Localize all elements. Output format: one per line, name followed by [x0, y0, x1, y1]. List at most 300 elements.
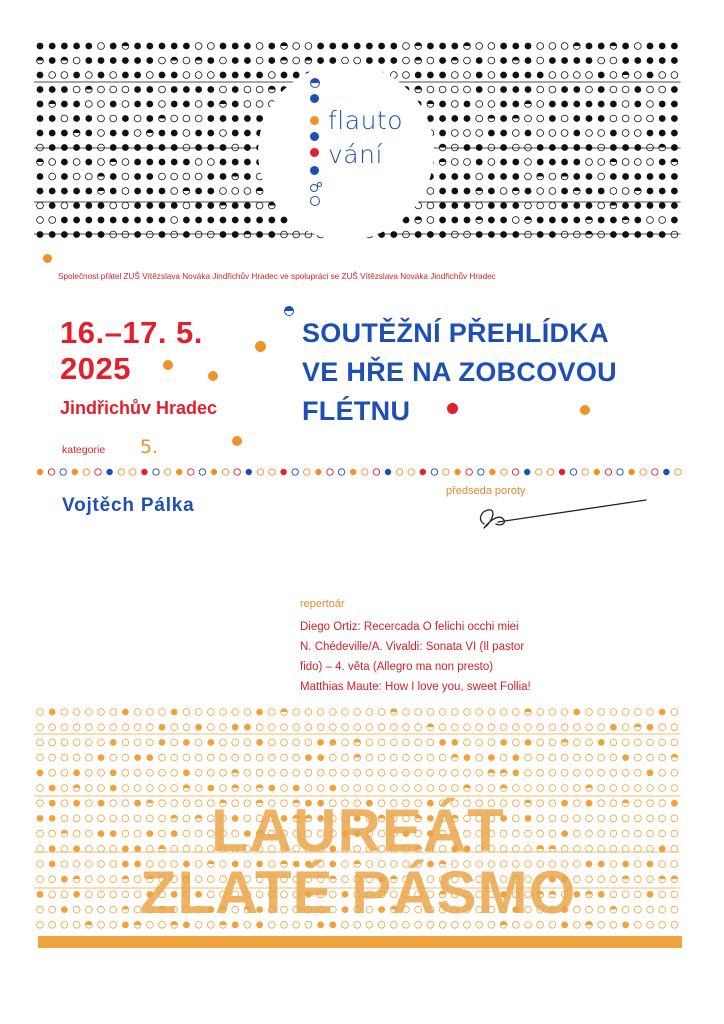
- pattern-dot: [195, 86, 202, 93]
- pattern-dot: [512, 115, 519, 122]
- pattern-dot: [525, 43, 532, 50]
- pattern-dot: [146, 785, 153, 792]
- pattern-dot: [561, 43, 568, 50]
- divider-dot: [524, 469, 530, 475]
- pattern-dot: [598, 43, 605, 50]
- pattern-dot: [537, 739, 544, 746]
- pattern-dot: [427, 769, 434, 776]
- pattern-dot: [354, 754, 361, 761]
- pattern-dot: [390, 754, 397, 761]
- pattern-dot: [171, 754, 178, 761]
- pattern-dot: [183, 739, 190, 746]
- pattern-dot: [451, 202, 458, 209]
- divider-dot: [396, 469, 402, 475]
- pattern-dot: [622, 769, 629, 776]
- pattern-dot: [427, 739, 434, 746]
- pattern-dot: [329, 754, 336, 761]
- repertoire-item: N. Chédeville/A. Vivaldi: Sonata VI (Il pastor: [300, 641, 525, 653]
- pattern-dot: [134, 159, 141, 166]
- pattern-dot: [159, 57, 166, 64]
- pattern-dot: [561, 144, 568, 151]
- divider-dot: [72, 469, 78, 475]
- pattern-dot: [73, 754, 80, 761]
- pattern-dot: [610, 57, 617, 64]
- pattern-dot: [622, 43, 629, 50]
- pattern-dot: [439, 86, 446, 93]
- divider-dot: [269, 469, 275, 475]
- pattern-dot: [610, 86, 617, 93]
- pattern-dot: [610, 43, 617, 50]
- pattern-dot: [73, 130, 80, 137]
- pattern-dot: [317, 769, 324, 776]
- pattern-dot: [390, 769, 397, 776]
- pattern-dot: [610, 144, 617, 151]
- pattern-dot: [220, 739, 227, 746]
- pattern-dot: [98, 785, 105, 792]
- pattern-dot: [525, 739, 532, 746]
- pattern-dot: [98, 43, 105, 50]
- pattern-dot: [207, 754, 214, 761]
- pattern-dot: [134, 43, 141, 50]
- pattern-dot: [73, 785, 80, 792]
- divider-dot: [106, 469, 112, 475]
- pattern-dot: [73, 101, 80, 108]
- pattern-dot: [549, 769, 556, 776]
- pattern-dot: [586, 115, 593, 122]
- pattern-dot: [183, 724, 190, 731]
- pattern-dot: [73, 159, 80, 166]
- pattern-dot: [549, 173, 556, 180]
- pattern-dot: [561, 101, 568, 108]
- pattern-dot: [183, 217, 190, 224]
- pattern-dot: [281, 754, 288, 761]
- pattern-dot: [610, 159, 617, 166]
- pattern-dot: [122, 202, 129, 209]
- pattern-dot: [98, 188, 105, 195]
- pattern-dot: [183, 159, 190, 166]
- pattern-dot: [159, 101, 166, 108]
- pattern-dot: [415, 72, 422, 79]
- logo-dot: [310, 132, 319, 141]
- pattern-dot: [488, 188, 495, 195]
- pattern-dot: [647, 202, 654, 209]
- pattern-dot: [403, 43, 410, 50]
- pattern-dot: [537, 101, 544, 108]
- pattern-dot: [232, 115, 239, 122]
- pattern-dot: [256, 72, 263, 79]
- pattern-dot: [61, 709, 68, 716]
- pattern-dot: [598, 130, 605, 137]
- divider-dot: [478, 469, 484, 475]
- pattern-dot: [573, 115, 580, 122]
- divider-dot: [211, 469, 217, 475]
- repertoire-item: Diego Ortiz: Recercada O felichi occhi miei: [300, 621, 519, 633]
- pattern-dot: [293, 43, 300, 50]
- pattern-dot: [549, 115, 556, 122]
- pattern-dot: [134, 231, 141, 238]
- pattern-dot: [159, 231, 166, 238]
- pattern-dot: [256, 86, 263, 93]
- pattern-dot: [49, 144, 56, 151]
- divider-dot: [48, 469, 54, 475]
- pattern-dot: [439, 101, 446, 108]
- pattern-dot: [598, 188, 605, 195]
- pattern-dot: [427, 231, 434, 238]
- pattern-dot: [622, 739, 629, 746]
- pattern-dot: [146, 739, 153, 746]
- pattern-dot: [244, 101, 251, 108]
- pattern-dot: [268, 739, 275, 746]
- pattern-dot: [49, 202, 56, 209]
- pattern-dot: [171, 188, 178, 195]
- pattern-dot: [573, 754, 580, 761]
- pattern-dot: [207, 86, 214, 93]
- pattern-dot: [244, 202, 251, 209]
- pattern-dot: [37, 159, 44, 166]
- pattern-dot: [342, 785, 349, 792]
- pattern-dot: [512, 785, 519, 792]
- pattern-dot: [439, 57, 446, 64]
- pattern-dot: [171, 202, 178, 209]
- pattern-dot: [268, 231, 275, 238]
- pattern-dot: [598, 724, 605, 731]
- pattern-dot: [634, 144, 641, 151]
- pattern-dot: [73, 57, 80, 64]
- pattern-dot: [634, 101, 641, 108]
- pattern-dot: [525, 188, 532, 195]
- pattern-dot: [464, 159, 471, 166]
- pattern-dot: [549, 188, 556, 195]
- pattern-dot: [561, 217, 568, 224]
- pattern-dot: [512, 231, 519, 238]
- pattern-dot: [476, 43, 483, 50]
- pattern-dot: [134, 724, 141, 731]
- pattern-dot: [451, 709, 458, 716]
- pattern-dot: [171, 43, 178, 50]
- pattern-dot: [329, 785, 336, 792]
- pattern-dot: [427, 86, 434, 93]
- pattern-dot: [647, 231, 654, 238]
- dotted-divider: [36, 466, 684, 478]
- divider-dot: [420, 469, 426, 475]
- pattern-dot: [500, 72, 507, 79]
- pattern-dot: [647, 724, 654, 731]
- pattern-dot: [439, 202, 446, 209]
- pattern-dot: [500, 202, 507, 209]
- pattern-dot: [415, 217, 422, 224]
- divider-dot: [652, 469, 658, 475]
- pattern-dot: [500, 785, 507, 792]
- pattern-dot: [464, 217, 471, 224]
- pattern-dot: [73, 43, 80, 50]
- pattern-dot: [634, 785, 641, 792]
- pattern-dot: [232, 754, 239, 761]
- pattern-dot: [390, 724, 397, 731]
- divider-dot: [489, 469, 495, 475]
- divider-dot: [292, 469, 298, 475]
- pattern-dot: [122, 217, 129, 224]
- pattern-dot: [427, 188, 434, 195]
- pattern-dot: [195, 709, 202, 716]
- pattern-dot: [134, 785, 141, 792]
- pattern-dot: [37, 202, 44, 209]
- pattern-dot: [244, 43, 251, 50]
- pattern-dot: [586, 231, 593, 238]
- pattern-dot: [586, 101, 593, 108]
- pattern-dot: [378, 769, 385, 776]
- pattern-dot: [451, 115, 458, 122]
- pattern-dot: [85, 188, 92, 195]
- pattern-dot: [146, 754, 153, 761]
- pattern-dot: [427, 709, 434, 716]
- pattern-dot: [73, 217, 80, 224]
- pattern-dot: [451, 754, 458, 761]
- pattern-dot: [232, 86, 239, 93]
- divider-dot: [466, 469, 472, 475]
- pattern-dot: [573, 144, 580, 151]
- pattern-dot: [61, 57, 68, 64]
- pattern-dot: [403, 724, 410, 731]
- pattern-dot: [85, 754, 92, 761]
- pattern-dot: [220, 101, 227, 108]
- pattern-dot: [671, 101, 678, 108]
- pattern-dot: [586, 724, 593, 731]
- pattern-dot: [244, 130, 251, 137]
- divider-dot: [350, 469, 356, 475]
- pattern-dot: [647, 115, 654, 122]
- pattern-dot: [329, 724, 336, 731]
- pattern-dot: [659, 217, 666, 224]
- pattern-dot: [98, 217, 105, 224]
- pattern-dot: [110, 709, 117, 716]
- divider-dot: [246, 469, 252, 475]
- pattern-dot: [647, 709, 654, 716]
- pattern-dot: [134, 202, 141, 209]
- pattern-dot: [610, 202, 617, 209]
- pattern-dot: [586, 144, 593, 151]
- pattern-dot: [488, 173, 495, 180]
- pattern-dot: [439, 144, 446, 151]
- pattern-dot: [317, 739, 324, 746]
- divider-dot: [373, 469, 379, 475]
- repertoire-heading: repertoár: [300, 598, 345, 610]
- divider-dot: [443, 469, 449, 475]
- pattern-dot: [622, 86, 629, 93]
- pattern-dot: [586, 130, 593, 137]
- divider-dot: [176, 469, 182, 475]
- pattern-dot: [476, 159, 483, 166]
- pattern-dot: [195, 72, 202, 79]
- pattern-dot: [85, 785, 92, 792]
- pattern-dot: [659, 173, 666, 180]
- pattern-dot: [49, 785, 56, 792]
- pattern-dot: [476, 785, 483, 792]
- pattern-dot: [647, 769, 654, 776]
- pattern-dot: [659, 754, 666, 761]
- pattern-dot: [403, 769, 410, 776]
- pattern-dot: [85, 769, 92, 776]
- pattern-dot: [659, 43, 666, 50]
- pattern-dot: [525, 769, 532, 776]
- pattern-dot: [634, 115, 641, 122]
- pattern-dot: [342, 769, 349, 776]
- pattern-dot: [49, 86, 56, 93]
- pattern-dot: [586, 43, 593, 50]
- pattern-dot: [476, 86, 483, 93]
- pattern-dot: [329, 57, 336, 64]
- pattern-dot: [268, 754, 275, 761]
- pattern-dot: [573, 57, 580, 64]
- pattern-dot: [634, 202, 641, 209]
- pattern-dot: [647, 159, 654, 166]
- pattern-dot: [647, 188, 654, 195]
- pattern-dot: [622, 785, 629, 792]
- pattern-dot: [37, 115, 44, 122]
- pattern-dot: [73, 202, 80, 209]
- pattern-dot: [49, 188, 56, 195]
- pattern-dot: [85, 231, 92, 238]
- pattern-dot: [378, 724, 385, 731]
- logo-word-flauto: flauto: [328, 106, 404, 135]
- pattern-dot: [464, 231, 471, 238]
- pattern-dot: [146, 101, 153, 108]
- pattern-dot: [488, 754, 495, 761]
- pattern-dot: [488, 86, 495, 93]
- pattern-dot: [329, 709, 336, 716]
- pattern-dot: [451, 188, 458, 195]
- pattern-dot: [195, 231, 202, 238]
- pattern-dot: [146, 709, 153, 716]
- pattern-dot: [598, 739, 605, 746]
- pattern-dot: [37, 769, 44, 776]
- pattern-dot: [305, 739, 312, 746]
- pattern-dot: [85, 57, 92, 64]
- pattern-dot: [598, 231, 605, 238]
- pattern-dot: [256, 785, 263, 792]
- pattern-dot: [598, 217, 605, 224]
- pattern-dot: [244, 754, 251, 761]
- pattern-dot: [122, 43, 129, 50]
- pattern-dot: [220, 86, 227, 93]
- divider-dot: [130, 469, 136, 475]
- pattern-dot: [573, 202, 580, 209]
- pattern-dot: [622, 724, 629, 731]
- pattern-dot: [573, 101, 580, 108]
- pattern-dot: [256, 202, 263, 209]
- pattern-dot: [85, 130, 92, 137]
- pattern-dot: [171, 72, 178, 79]
- pattern-dot: [342, 754, 349, 761]
- pattern-dot: [561, 130, 568, 137]
- pattern-dot: [183, 173, 190, 180]
- pattern-dot: [647, 101, 654, 108]
- pattern-dot: [281, 724, 288, 731]
- pattern-dot: [293, 709, 300, 716]
- pattern-dot: [488, 72, 495, 79]
- pattern-dot: [573, 739, 580, 746]
- pattern-dot: [256, 739, 263, 746]
- pattern-dot: [537, 130, 544, 137]
- pattern-dot: [61, 130, 68, 137]
- orange-dot: [163, 360, 173, 370]
- pattern-dot: [220, 754, 227, 761]
- pattern-dot: [647, 86, 654, 93]
- pattern-dot: [573, 217, 580, 224]
- pattern-dot: [305, 724, 312, 731]
- pattern-dot: [634, 724, 641, 731]
- pattern-dot: [244, 724, 251, 731]
- pattern-dot: [500, 130, 507, 137]
- pattern-dot: [268, 86, 275, 93]
- pattern-dot: [85, 217, 92, 224]
- pattern-dot: [671, 43, 678, 50]
- pattern-dot: [98, 130, 105, 137]
- pattern-dot: [73, 231, 80, 238]
- pattern-dot: [500, 144, 507, 151]
- repertoire-item: fido) – 4. věta (Allegro ma non presto): [300, 661, 494, 673]
- pattern-dot: [244, 72, 251, 79]
- pattern-dot: [195, 101, 202, 108]
- pattern-dot: [476, 101, 483, 108]
- pattern-dot: [378, 754, 385, 761]
- pattern-dot: [183, 72, 190, 79]
- pattern-dot: [317, 724, 324, 731]
- pattern-dot: [146, 130, 153, 137]
- pattern-dot: [98, 754, 105, 761]
- pattern-dot: [549, 130, 556, 137]
- pattern-dot: [293, 769, 300, 776]
- pattern-dot: [49, 101, 56, 108]
- pattern-dot: [634, 86, 641, 93]
- pattern-dot: [427, 43, 434, 50]
- pattern-dot: [220, 709, 227, 716]
- pattern-dot: [85, 144, 92, 151]
- pattern-dot: [37, 72, 44, 79]
- pattern-dot: [98, 739, 105, 746]
- pattern-dot: [268, 724, 275, 731]
- pattern-dot: [110, 173, 117, 180]
- pattern-dot: [281, 709, 288, 716]
- pattern-dot: [671, 724, 678, 731]
- pattern-dot: [464, 709, 471, 716]
- pattern-dot: [37, 739, 44, 746]
- pattern-dot: [256, 217, 263, 224]
- pattern-dot: [244, 709, 251, 716]
- pattern-dot: [268, 57, 275, 64]
- pattern-dot: [659, 130, 666, 137]
- pattern-dot: [49, 43, 56, 50]
- pattern-dot: [110, 739, 117, 746]
- pattern-dot: [244, 57, 251, 64]
- pattern-dot: [488, 724, 495, 731]
- pattern-dot: [146, 188, 153, 195]
- pattern-dot: [622, 709, 629, 716]
- pattern-dot: [232, 101, 239, 108]
- pattern-dot: [647, 754, 654, 761]
- pattern-dot: [403, 709, 410, 716]
- pattern-dot: [634, 57, 641, 64]
- pattern-dot: [512, 188, 519, 195]
- pattern-dot: [305, 709, 312, 716]
- pattern-dot: [207, 101, 214, 108]
- jury-chair-label: předseda poroty: [446, 485, 526, 497]
- pattern-dot: [195, 769, 202, 776]
- pattern-dot: [220, 231, 227, 238]
- pattern-dot: [659, 709, 666, 716]
- pattern-dot: [244, 144, 251, 151]
- pattern-dot: [122, 188, 129, 195]
- pattern-dot: [49, 769, 56, 776]
